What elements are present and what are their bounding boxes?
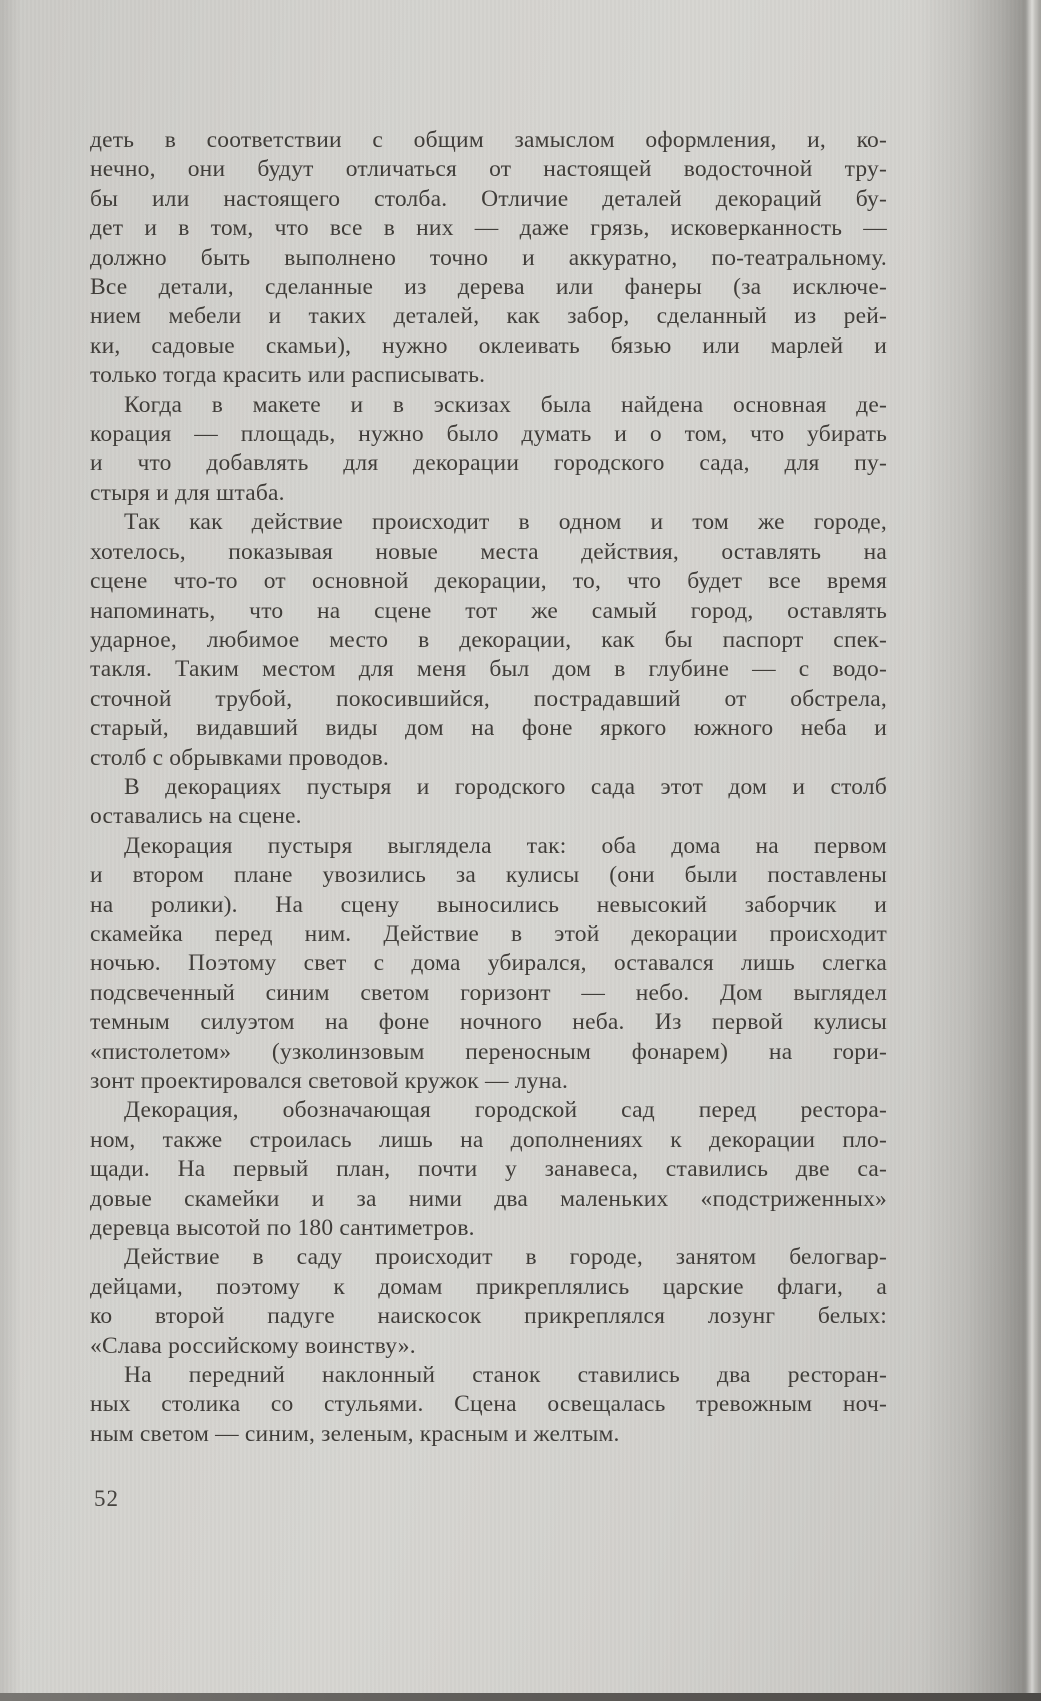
text-line: сцене что-то от основной декорации, то, что будет все время	[90, 568, 887, 595]
text-line: щади. На первый план, почти у занавеса, ставились две са-	[90, 1156, 887, 1183]
text-line: ки, садовые скамьи), нужно оклеивать бязью или марлей и	[90, 332, 887, 359]
text-line: ным светом — синим, зеленым, красным и желтым.	[90, 1420, 620, 1447]
page-number: 52	[94, 1486, 119, 1511]
text-line: «пистолетом» (узколинзовым переносным фонарем) на гори-	[90, 1038, 887, 1065]
text-line: напоминать, что на сцене тот же самый город, оставлять	[90, 597, 887, 624]
text-line: деть в соответствии с общим замыслом оформления, и, ко-	[90, 127, 887, 153]
text-line: зонт проектировался световой кружок — луна.	[90, 1068, 569, 1094]
text-line: Так как действие происходит в одном и том же городе,	[124, 509, 887, 536]
text-line: такля. Таким местом для меня был дом в глубине — с водо-	[90, 656, 887, 683]
text-line: сточной трубой, покосившийся, пострадавший от обстрела,	[90, 685, 887, 712]
text-line: Действие в саду происходит в городе, занятом белогвар-	[124, 1244, 887, 1271]
text-line: На передний наклонный станок ставились два ресторан-	[124, 1362, 887, 1389]
text-line: ном, также строилась лишь на дополнениях к декорации пло-	[90, 1126, 887, 1153]
text-line: деревца высотой по 180 сантиметров.	[90, 1215, 475, 1242]
text-line: ночью. Поэтому свет с дома убирался, оставался лишь слегка	[90, 950, 887, 977]
text-line: Когда в макете и в эскизах была найдена основная де-	[124, 391, 887, 418]
text-line: хотелось, показывая новые места действия, оставлять на	[90, 538, 887, 565]
text-line: ко второй падуге наискосок прикреплялся лозунг белых:	[90, 1303, 887, 1330]
text-line: ных столика со стульями. Сцена освещалась тревожным ноч-	[90, 1391, 887, 1418]
text-line: оставались на сцене.	[90, 803, 302, 830]
text-line: стыря и для штаба.	[90, 479, 285, 506]
text-line: темным силуэтом на фоне ночного неба. Из первой кулисы	[90, 1009, 887, 1036]
text-line: старый, видавший виды дом на фоне яркого южного неба и	[90, 715, 887, 742]
text-line: дейцами, поэтому к домам прикреплялись царские флаги, а	[90, 1273, 887, 1300]
text-line: Декорация, обозначающая городской сад перед рестора-	[124, 1097, 887, 1124]
page-text	[90, 126, 887, 1449]
scan-top-edge	[0, 0, 1041, 8]
text-line: дет и в том, что все в них — даже грязь, исковерканность —	[90, 215, 887, 242]
text-line: корация — площадь, нужно было думать и о том, что убирать	[90, 421, 887, 448]
text-line: Все детали, сделанные из дерева или фанеры (за исключе-	[90, 274, 887, 301]
text-line: только тогда красить или расписывать.	[90, 362, 486, 389]
text-line: «Слава российскому воинству».	[90, 1332, 416, 1359]
text-line: довые скамейки и за ними два маленьких «подстриженных»	[90, 1185, 887, 1212]
text-line: должно быть выполнено точно и аккуратно, по-театральному.	[90, 244, 887, 271]
text-line: и втором плане увозились за кулисы (они были поставлены	[90, 862, 887, 889]
text-line: бы или настоящего столба. Отличие деталей декораций бу-	[90, 185, 887, 212]
scan-left-shade	[0, 0, 20, 1701]
text-line: Декорация пустыря выглядела так: оба дома на первом	[124, 832, 887, 859]
text-line: В декорациях пустыря и городского сада этот дом и столб	[124, 773, 887, 800]
book-spine-shadow	[919, 0, 1041, 1701]
text-line: и что добавлять для декорации городского сада, для пу-	[90, 450, 887, 477]
text-line: ударное, любимое место в декорации, как бы паспорт спек-	[90, 626, 887, 653]
text-line: подсвеченный синим светом горизонт — небо. Дом выглядел	[90, 979, 887, 1006]
text-line: нием мебели и таких деталей, как забор, сделанный из рей-	[90, 303, 887, 330]
text-line: столб с обрывками проводов.	[90, 744, 390, 771]
text-line: на ролики). На сцену выносились невысокий заборчик и	[90, 891, 887, 918]
text-line: нечно, они будут отличаться от настоящей водосточной тру-	[90, 156, 887, 183]
scan-bottom-edge	[0, 1693, 1041, 1701]
text-line: скамейка перед ним. Действие в этой декорации происходит	[90, 920, 887, 947]
